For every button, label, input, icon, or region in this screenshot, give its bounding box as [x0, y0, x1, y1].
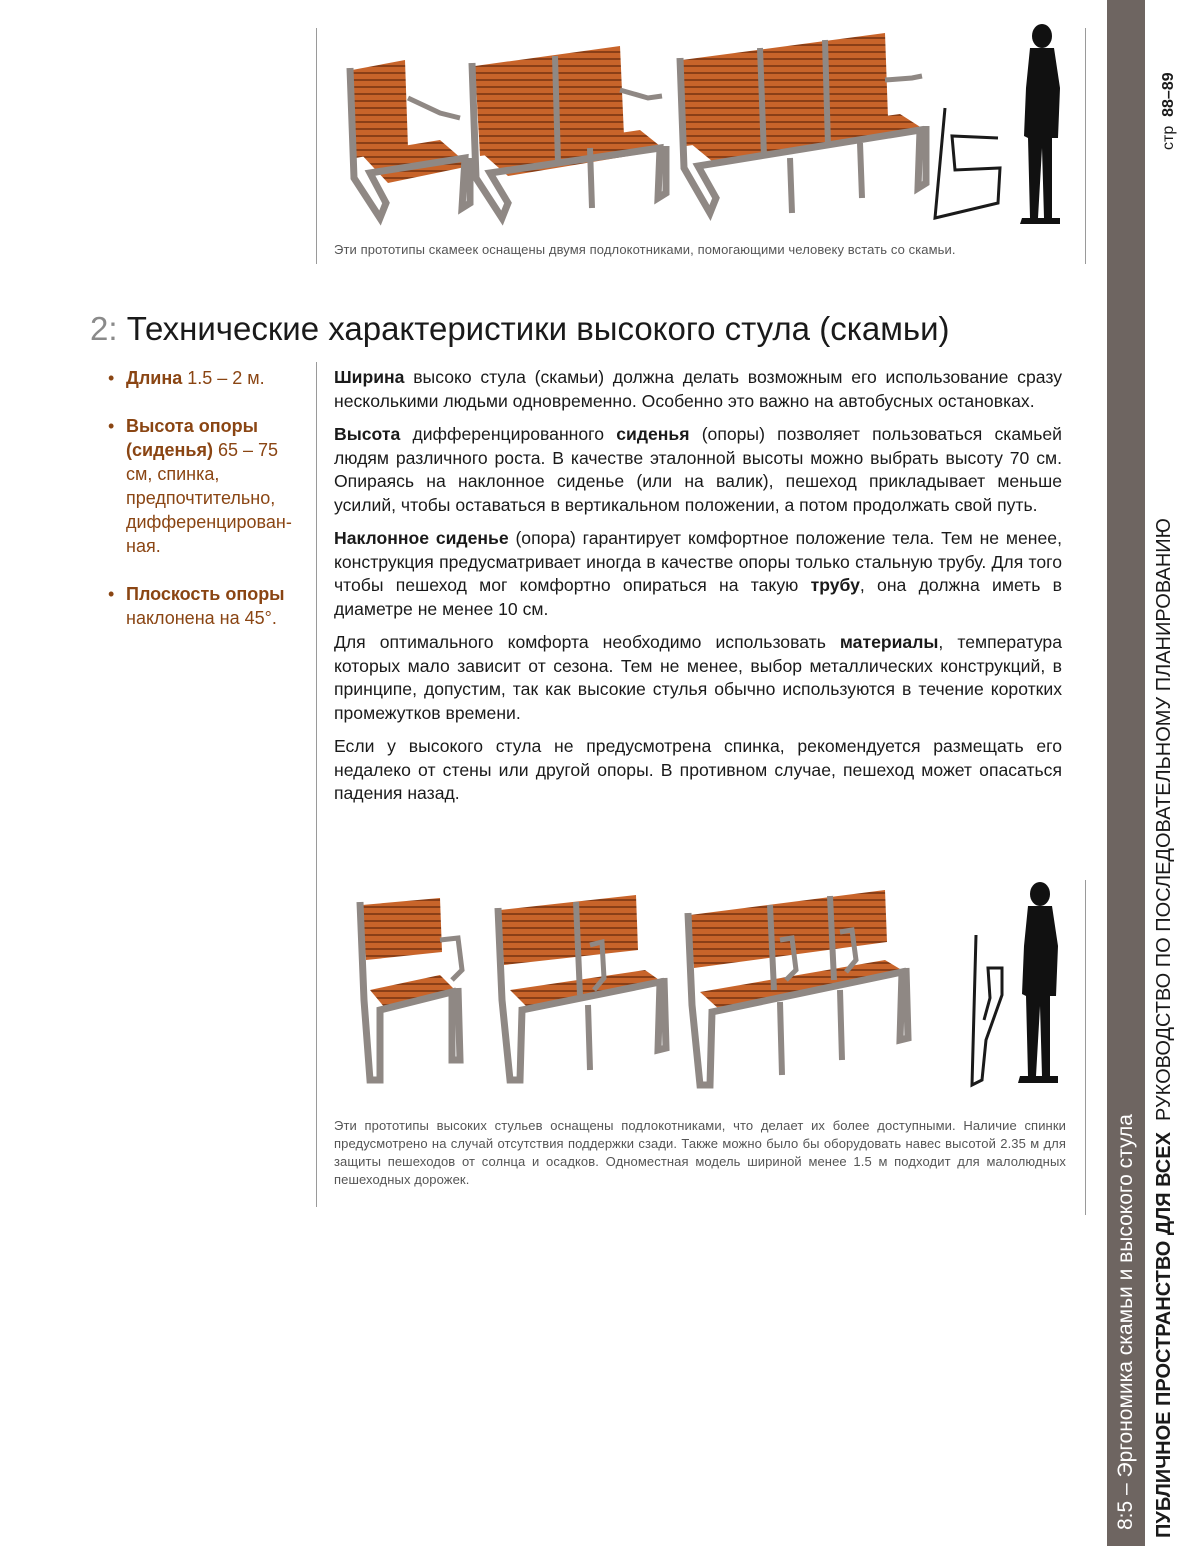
section-heading [90, 310, 950, 348]
human-silhouette [1020, 24, 1060, 224]
single-bench-figure [350, 60, 470, 218]
para-text: , температура которых мало зависит от сезона. Тем не менее, выбор металлических конструкций, в принципе, допустим, так как высокие стулья обычно используются в течение коротких промежутков времени. [334, 632, 1062, 723]
triple-high-chair-figure [688, 890, 908, 1085]
para-text: , она должна иметь в диаметре не менее 10 см. [334, 575, 1062, 619]
body-paragraph [334, 631, 1062, 725]
para-bold: материалы [839, 632, 939, 652]
triple-bench-figure [680, 33, 926, 213]
para-bold: Высота [334, 424, 401, 444]
bullet-dot-icon: • [108, 368, 115, 388]
para-bold: Наклонное сиденье [334, 528, 509, 548]
single-high-chair-figure [360, 898, 462, 1080]
specs-list [108, 366, 308, 654]
page-prefix: стр [1160, 125, 1177, 150]
top-figure-caption: Эти прототипы скамеек оснащены двумя подлокотниками, помогающими человеку встать со скамьи. [334, 242, 956, 257]
body-left-rule [316, 362, 317, 1207]
book-subtitle: РУКОВОДСТВО ПО ПОСЛЕДОВАТЕЛЬНОМУ ПЛАНИРОВАНИЮ [1153, 518, 1175, 1121]
para-text: Если у высокого стула не предусмотрена спинка, рекомендуется размещать его недалеко от стены или другой опоры. В противном случае, пешеход может опасаться падения назад. [334, 736, 1062, 803]
para-bold: сиденья [616, 424, 690, 444]
high-chair-side-profile [972, 935, 1002, 1085]
spec-item [108, 366, 308, 390]
para-text: дифференцированного [400, 424, 617, 444]
page-reference [1160, 72, 1178, 150]
spec-item-title: Плоскость опоры [126, 584, 285, 604]
double-bench-figure [472, 46, 666, 218]
body-right-rule [1085, 880, 1086, 1215]
body-paragraph [334, 735, 1062, 806]
para-bold: трубу [810, 575, 860, 595]
spec-item-text: 65 – 75 см, спинка, предпочтительно, дифференцирован-ная. [126, 440, 292, 556]
page-numbers: 88–89 [1160, 72, 1177, 117]
human-silhouette [1018, 882, 1058, 1083]
body-paragraph [334, 527, 1062, 621]
section-number: 2: [90, 310, 118, 347]
para-text: Для оптимального комфорта необходимо использовать [334, 632, 840, 652]
para-bold: Ширина [334, 367, 405, 387]
bench-side-profile [935, 108, 1000, 218]
spec-item-text: 1.5 – 2 м. [182, 368, 265, 388]
section-title-text: Технические характеристики высокого стула (скамьи) [126, 310, 950, 347]
body-paragraph [334, 423, 1062, 517]
para-text: (опора) гарантирует комфортное положение тела. Тем не менее, конструкция предусматривает иногда в качестве опоры только стальную трубу. Для того чтобы пешеход мог комфортно опираться на такую [334, 528, 1062, 595]
bullet-dot-icon: • [108, 416, 115, 436]
bottom-figure-caption: Эти прототипы высоких стульев оснащены подлокотниками, что делает их более доступными. Наличие спинки предусмотрено на случай отсутствия поддержки сзади. Также можно было бы оборудовать навес высотой 2.35 м для защиты пешеходов от солнца и осадков. Одноместная модель шириной менее 1.5 м подходит для малолюдных пешеходных дорожек. [334, 1118, 1066, 1187]
double-high-chair-figure [498, 895, 666, 1080]
book-title-bold: ПУБЛИЧНОЕ ПРОСТРАНСТВО ДЛЯ ВСЕХ [1153, 1132, 1175, 1538]
para-text: высоко стула (скамьи) должна делать возможным его использование сразу несколькими людьми одновременно. Особенно это важно на автобусных остановках. [334, 367, 1062, 411]
spec-item [108, 582, 308, 630]
book-title [1153, 518, 1176, 1538]
spec-item [108, 414, 308, 558]
para-text: (опоры) позволяет пользоваться скамьей людям различного роста. В качестве эталонной высоты можно выбрать высоту 70 см. Опираясь на наклонное сиденье (или на валик), пешеход прикладывает меньше усилий, чтобы оставаться в вертикальном положении, а потом продолжать свой путь. [334, 424, 1062, 515]
spec-item-title: Высота опоры (сиденья) [126, 416, 258, 460]
top-figure-left-rule [316, 28, 317, 264]
spec-item-text: наклонена на 45°. [126, 608, 277, 628]
body-text [334, 366, 1062, 816]
top-figure-right-rule [1085, 28, 1086, 264]
high-chairs-illustration [340, 880, 1080, 1095]
chapter-section-label: 8:5 – Эргономика скамьи и высокого стула [1114, 1114, 1137, 1530]
spec-item-title: Длина [126, 368, 183, 388]
benches-illustration [330, 18, 1080, 238]
body-paragraph [334, 366, 1062, 413]
bullet-dot-icon: • [108, 584, 115, 604]
